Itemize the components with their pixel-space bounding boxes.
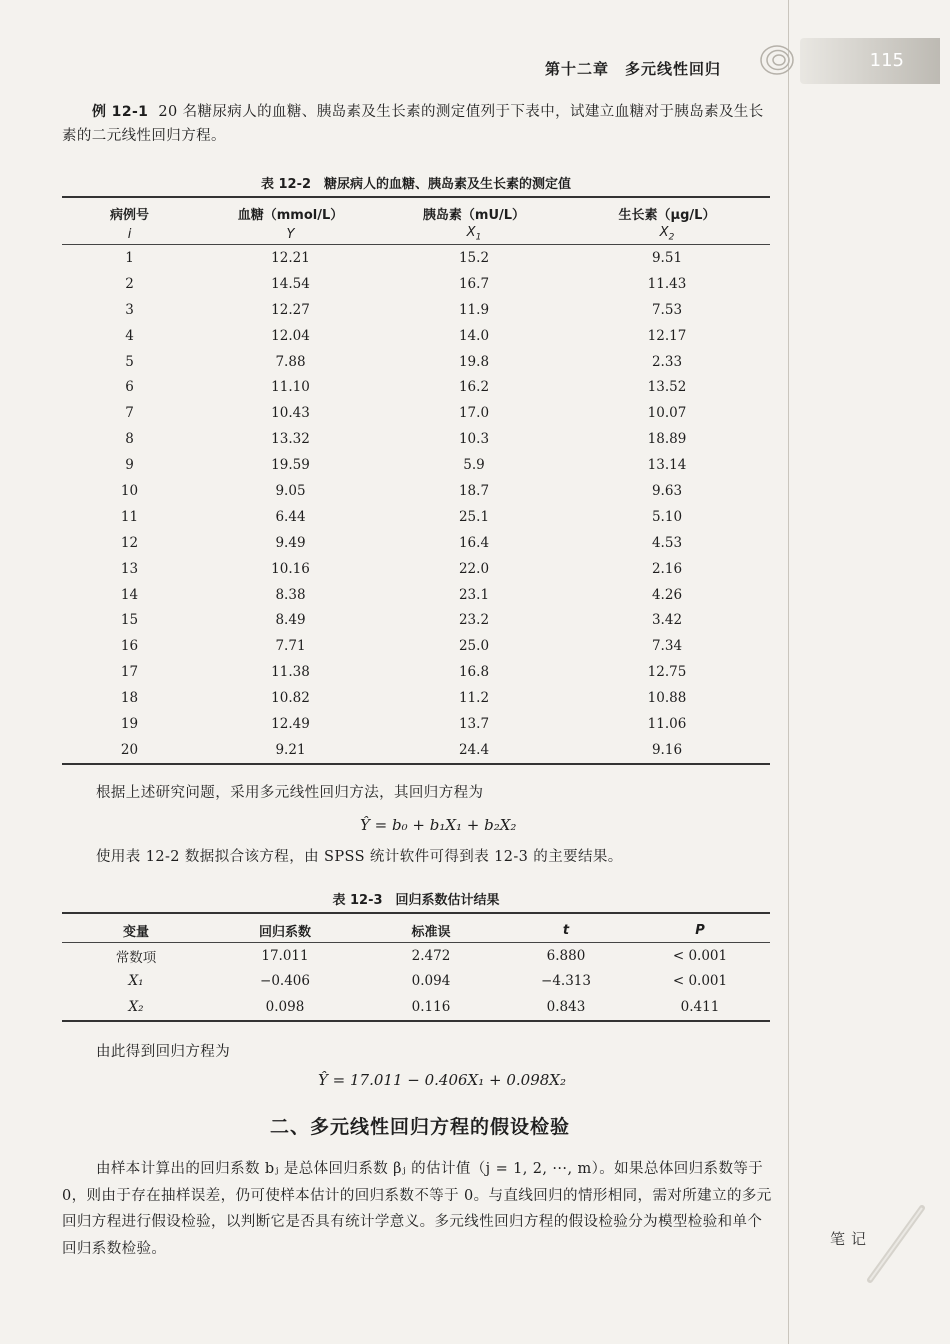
table-cell: 10.88 [647,690,687,707]
table1-caption: 表 12-2 糖尿病人的血糖、胰岛素及生长素的测定值 [260,177,572,192]
table-cell: 24.4 [384,737,564,764]
text-result: 由此得到回归方程为 [96,1044,231,1060]
table-row [62,323,770,349]
table-cell: 7.88 [275,353,306,370]
table-cell: < 0.001 [672,973,728,990]
table-row [62,994,770,1021]
table-cell: −0.406 [260,973,310,990]
table-cell: 11.2 [458,690,490,707]
table-cell: 8 [125,431,134,448]
table-cell: 13.7 [458,715,490,732]
table-cell: 10.43 [271,405,310,422]
margin-divider [788,0,789,1344]
table-cell: 9.51 [651,249,683,266]
running-header: 第十二章 多元线性回归 [545,60,722,78]
table-cell: 7.53 [651,301,683,318]
table-cell: 12.27 [271,301,310,318]
table-row [62,400,770,426]
symbol-glucose: Y [197,224,384,245]
table-cell: 13.32 [271,431,310,448]
table-cell: 10.82 [271,690,310,707]
table-cell: 2.16 [651,560,683,577]
table-cell: 3.42 [651,612,683,629]
table-cell: 14.0 [458,327,490,344]
table-cell: 14 [120,586,139,603]
table-row [62,556,770,582]
table-row [62,297,770,323]
table-row [62,504,770,530]
table-cell: 9.63 [651,482,683,499]
table-cell: 10.16 [271,560,310,577]
column-header-insulin: 胰岛素（mU/L） [384,197,564,224]
table-cell: 18.89 [647,431,687,448]
table-cell: 0.094 [411,973,451,990]
swirl-ornament-icon [755,42,795,78]
table-cell: 6.44 [275,508,306,525]
column-header-coefficient: 回归系数 [210,913,360,943]
pen-icon [860,1200,930,1290]
column-header-std-error: 标准误 [360,913,502,943]
table-cell: 9.16 [564,737,770,764]
table-cell: 2.33 [651,353,683,370]
table-cell: 0.843 [502,994,630,1021]
table-cell: 22.0 [458,560,490,577]
example-text: 20 名糖尿病人的血糖、胰岛素及生长素的测定值列于下表中，试建立血糖对于胰岛素及生长素的二元线性回归方程。 [62,104,764,144]
table-row [62,478,770,504]
table-cell: 13.52 [647,379,687,396]
table-cell: 23.1 [458,586,490,603]
table-row [62,607,770,633]
table-cell: 15 [120,612,139,629]
margin-note: 笔记 [830,1230,873,1248]
table-cell: 11.9 [458,301,490,318]
table-row [62,271,770,297]
table-cell: 7.34 [651,638,683,655]
symbol-insulin: $X_1$ [384,224,564,245]
text-fit: 使用表 12-2 数据拟合该方程，由 SPSS 统计软件可得到表 12-3 的主要结果。 [96,849,623,865]
table-cell: 12.17 [647,327,687,344]
table-cell: 13.14 [647,457,687,474]
table-cell: 16.7 [458,275,490,292]
table-cell: 1 [125,249,134,266]
table-cell: X₁ [128,973,144,990]
table-cell: 16.2 [458,379,490,396]
table-cell: −4.313 [541,973,591,990]
table-row [62,737,770,764]
table-cell: 7 [125,405,134,422]
table-row [62,582,770,608]
table-row [62,685,770,711]
table-cell: X₂ [62,994,210,1021]
table-cell: 15.2 [458,249,490,266]
table-cell: < 0.001 [672,947,728,964]
table2-caption: 表 12-3 回归系数估计结果 [332,893,500,908]
table-cell: 7.71 [275,638,306,655]
column-header-variable: 变量 [62,913,210,943]
symbol-growth-hormone: $X_2$ [564,224,770,245]
table-cell: 11.10 [271,379,310,396]
final-regression-formula: Ŷ = 17.011 − 0.406X₁ + 0.098X₂ [318,1071,566,1089]
table-cell: 25.1 [458,508,490,525]
table-cell: 18.7 [458,482,490,499]
table-cell: 16.4 [458,534,490,551]
table-cell: 11 [120,508,139,525]
table-row [62,969,770,995]
table-cell: 16 [120,638,139,655]
glucose-data-table [62,196,770,765]
column-header-t: t [502,913,630,943]
table-row [62,530,770,556]
table-cell: 0.116 [360,994,502,1021]
table-cell: 5 [125,353,134,370]
example-label: 例 12-1 [92,104,149,120]
table-cell: 23.2 [458,612,490,629]
table-row [62,659,770,685]
table-cell: 6 [125,379,134,396]
table-row [62,349,770,375]
table-cell: 5.9 [463,457,485,474]
table-cell: 常数项 [115,949,157,966]
table-row [62,452,770,478]
table-cell: 25.0 [458,638,490,655]
table-cell: 10.3 [458,431,490,448]
table-cell: 18 [120,690,139,707]
table-cell: 3 [125,301,134,318]
table-cell: 10.07 [647,405,687,422]
table-cell: 12.49 [271,715,310,732]
table-cell: 4.26 [651,586,683,603]
text-after-table1: 根据上述研究问题，采用多元线性回归方法，其回归方程为 [96,785,484,801]
table-cell: 12.75 [647,664,687,681]
table-cell: 20 [62,737,197,764]
column-header-p: P [630,913,770,943]
table-row [62,426,770,452]
page-number: 115 [800,38,940,84]
table-cell: 17.0 [458,405,490,422]
table-cell: 10 [120,482,139,499]
table-cell: 9.49 [275,534,306,551]
table-cell: 5.10 [651,508,683,525]
table-row [62,374,770,400]
table-cell: 9.05 [275,482,306,499]
table-cell: 12.21 [271,249,310,266]
table-cell: 0.411 [630,994,770,1021]
column-header-growth-hormone: 生长素（μg/L） [564,197,770,224]
section-heading: 二、多元线性回归方程的假设检验 [270,1116,571,1138]
table-cell: 9.21 [197,737,384,764]
table-cell: 4.53 [651,534,683,551]
table-cell: 19 [120,715,139,732]
table-cell: 2.472 [411,947,451,964]
table-cell: 17.011 [261,947,309,964]
table-cell: 0.098 [210,994,360,1021]
coefficient-table [62,912,770,1022]
table-cell: 12.04 [271,327,310,344]
table-cell: 11.43 [647,275,687,292]
example-paragraph [62,100,774,148]
table-row [62,245,770,271]
regression-formula: Ŷ = b₀ + b₁X₁ + b₂X₂ [360,816,517,834]
table-cell: 4 [125,327,134,344]
table-cell: 19.8 [458,353,490,370]
table-cell: 12 [120,534,139,551]
table-cell: 14.54 [271,275,310,292]
table-cell: 8.49 [275,612,306,629]
table-cell: 6.880 [546,947,586,964]
column-header-glucose: 血糖（mmol/L） [197,197,384,224]
table-row [62,943,770,969]
table-cell: 16.8 [458,664,490,681]
symbol-case: i [62,224,197,245]
column-header-case: 病例号 [62,197,197,224]
table-cell: 17 [120,664,139,681]
table-cell: 19.59 [271,457,310,474]
table-cell: 13 [120,560,139,577]
table-cell: 11.38 [271,664,310,681]
table-cell: 9 [125,457,134,474]
table-row [62,711,770,737]
table-row [62,633,770,659]
table-cell: 11.06 [647,715,687,732]
table-cell: 2 [125,275,134,292]
table-cell: 8.38 [275,586,306,603]
body-paragraph: 由样本计算出的回归系数 bⱼ 是总体回归系数 βⱼ 的估计值（j = 1, 2, ···, m）。如果总体回归系数等于 0，则由于存在抽样误差，仍可使样本估计的回归系数不等于 0。与直线回归的情形相同，需对所建立的多元回归方程进行假设检验，以判断它是否具有统计学意义。多元线性回归方程的假设检验分为模型检验和单个回归系数检验。 [62,1161,772,1257]
